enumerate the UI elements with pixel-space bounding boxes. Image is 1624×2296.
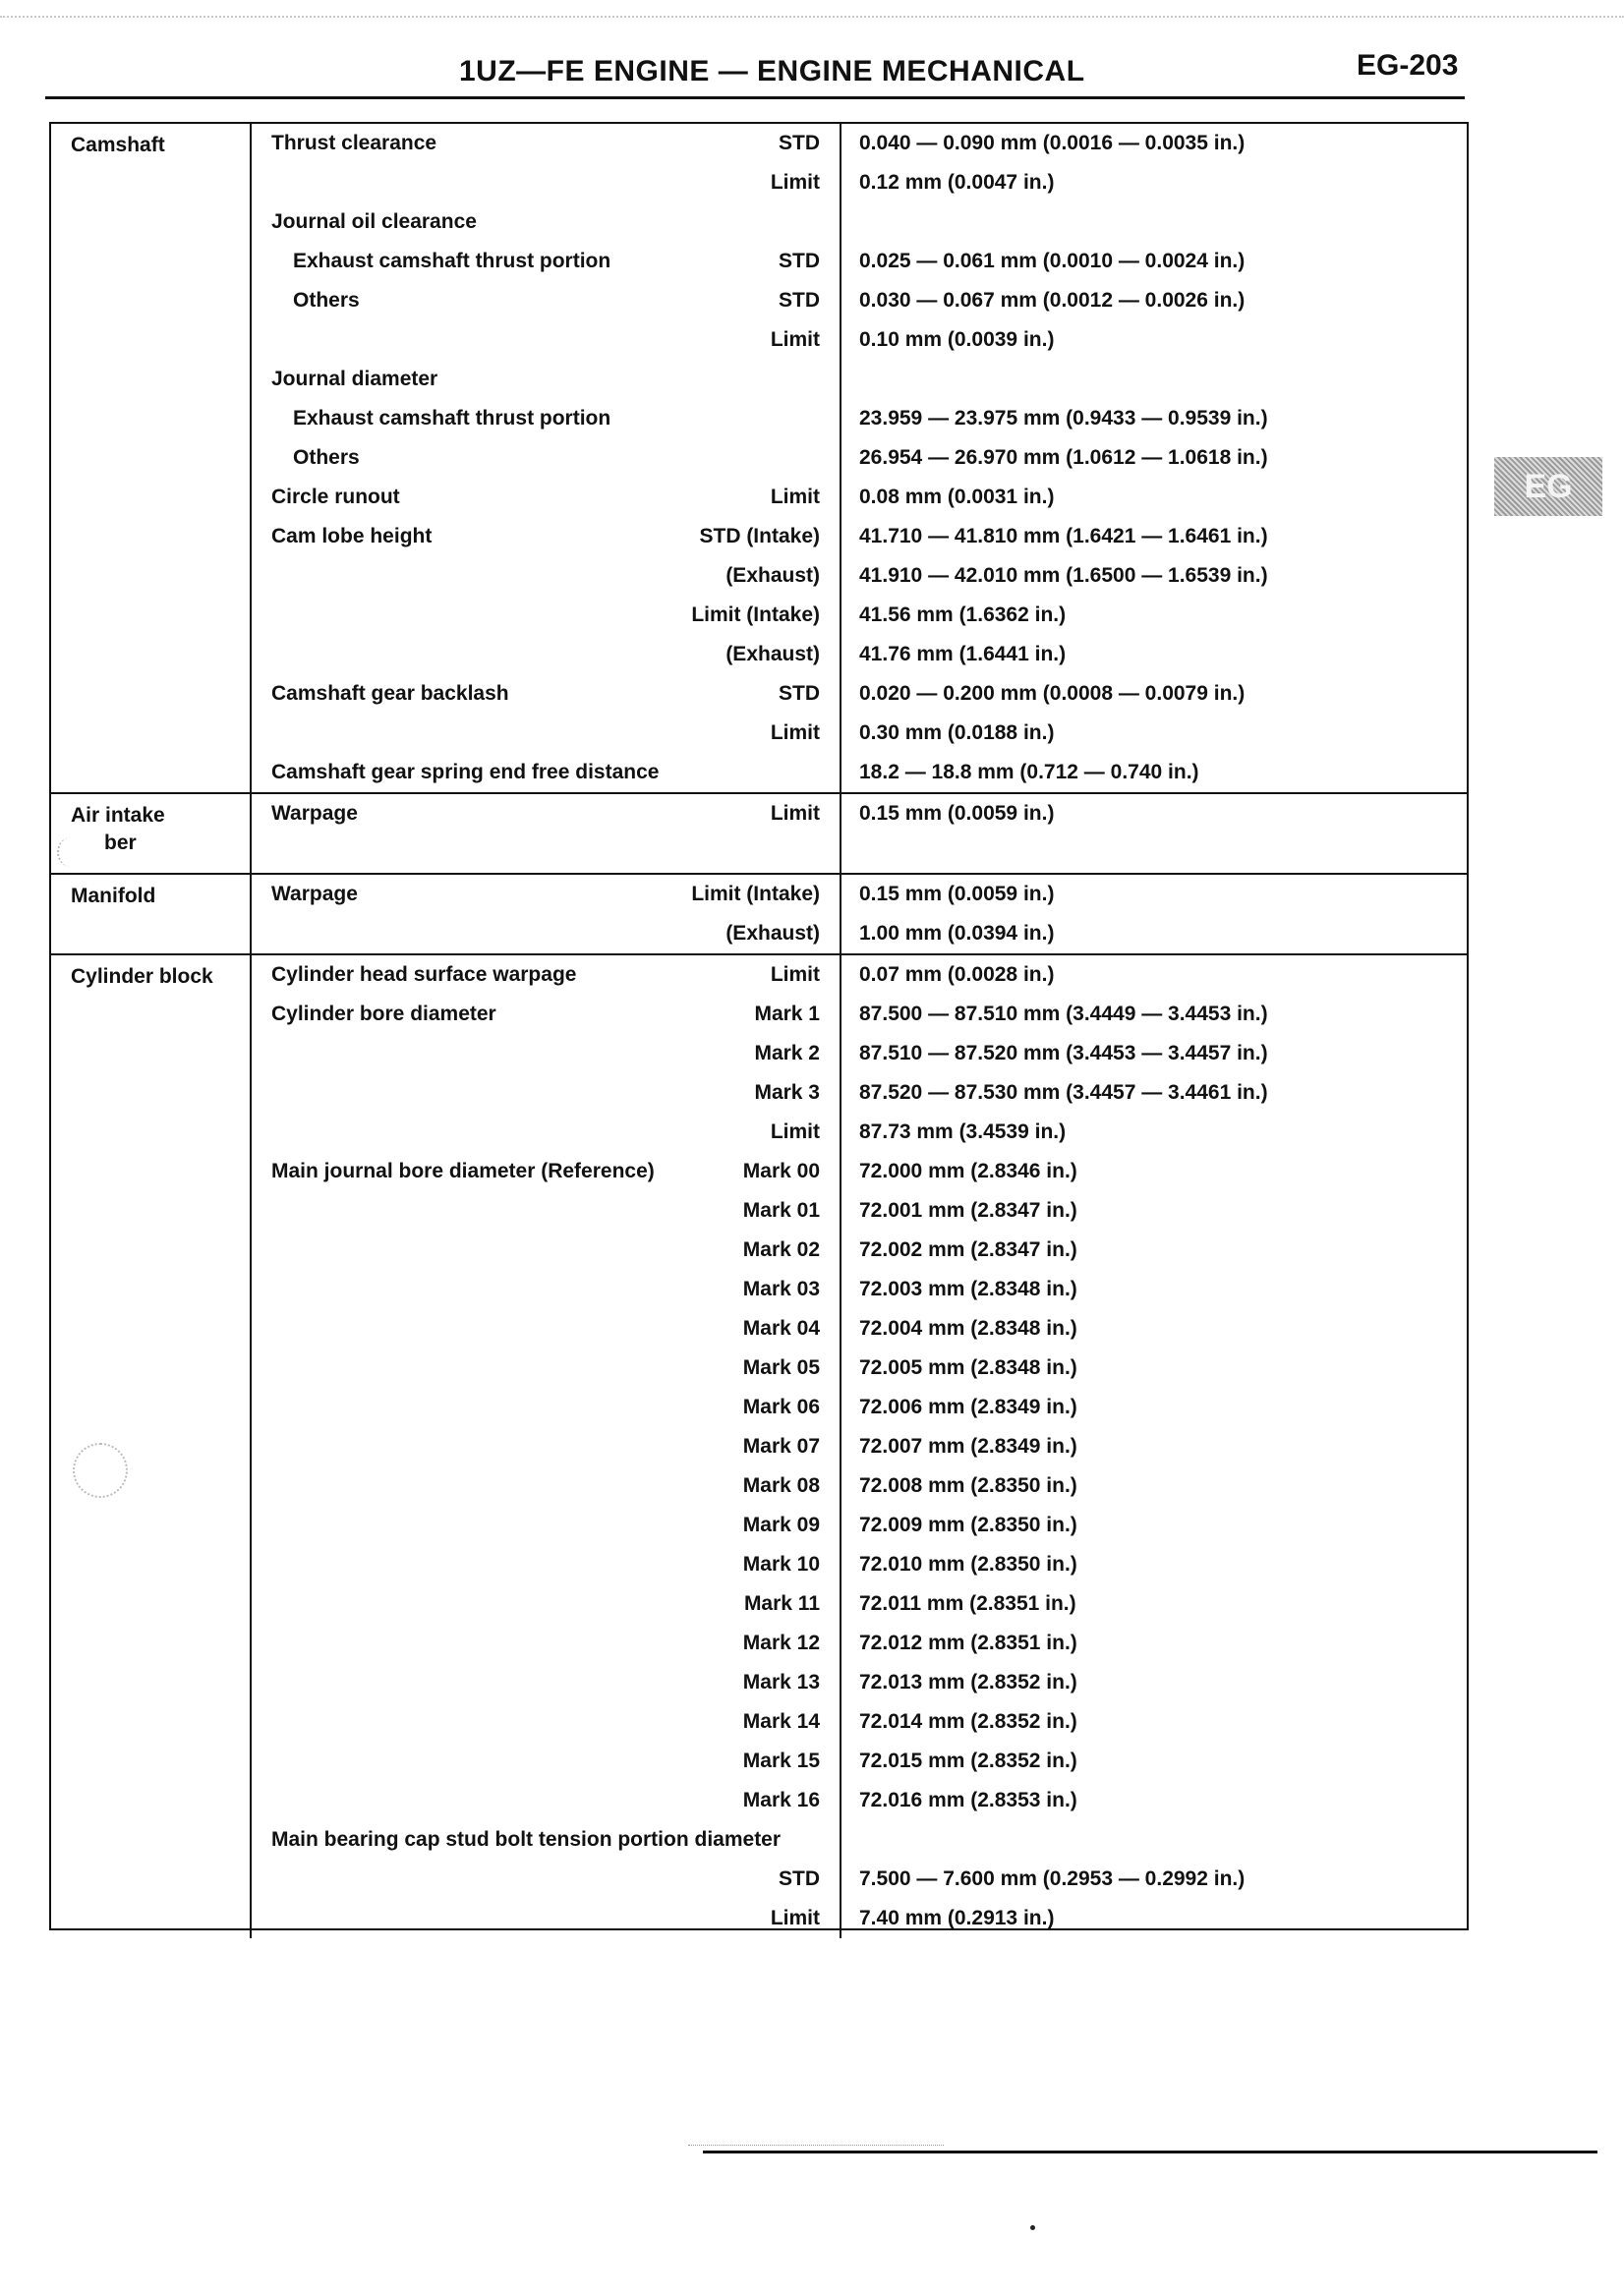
spec-row xyxy=(51,1663,1467,1702)
spec-value: 72.015 mm (2.8352 in.) xyxy=(859,1750,1077,1772)
spec-item: Warpage xyxy=(271,802,358,825)
section-tab xyxy=(1494,457,1602,516)
spec-item: Camshaft gear spring end free distance xyxy=(271,761,660,783)
spec-condition: STD (Intake) xyxy=(699,525,820,547)
spec-item: Main bearing cap stud bolt tension portion diameter xyxy=(271,1828,782,1851)
spec-item: Exhaust camshaft thrust portion xyxy=(293,407,611,430)
spec-condition: Mark 11 xyxy=(743,1592,820,1615)
spec-row xyxy=(51,1113,1467,1152)
section-title: Manifold xyxy=(71,885,156,907)
spec-value: 41.56 mm (1.6362 in.) xyxy=(859,603,1067,626)
scan-artifact xyxy=(57,837,85,867)
spec-row xyxy=(51,1899,1467,1938)
spec-condition: Mark 06 xyxy=(742,1396,820,1418)
spec-row xyxy=(51,438,1467,478)
spec-value: 72.009 mm (2.8350 in.) xyxy=(859,1514,1077,1536)
spec-value: 23.959 — 23.975 mm (0.9433 — 0.9539 in.) xyxy=(859,407,1268,430)
section-title: Camshaft xyxy=(71,134,165,156)
spec-value: 1.00 mm (0.0394 in.) xyxy=(859,922,1055,945)
spec-item: Exhaust camshaft thrust portion xyxy=(293,250,611,272)
spec-value: 0.030 — 0.067 mm (0.0012 — 0.0026 in.) xyxy=(859,289,1246,312)
spec-value: 87.520 — 87.530 mm (3.4457 — 3.4461 in.) xyxy=(859,1081,1268,1104)
page-title: 1UZ—FE ENGINE — ENGINE MECHANICAL xyxy=(459,55,1085,87)
spec-row xyxy=(51,1349,1467,1388)
spec-row xyxy=(51,1545,1467,1584)
spec-value: 0.15 mm (0.0059 in.) xyxy=(859,802,1055,825)
spec-row xyxy=(51,1231,1467,1270)
spec-condition: Mark 07 xyxy=(742,1435,820,1458)
spec-row xyxy=(51,955,1467,995)
spec-row xyxy=(51,1702,1467,1742)
spec-condition: Mark 08 xyxy=(742,1474,820,1497)
spec-value: 72.011 mm (2.8351 in.) xyxy=(859,1592,1076,1615)
spec-value: 87.73 mm (3.4539 in.) xyxy=(859,1120,1067,1143)
spec-item: Others xyxy=(293,446,360,469)
spec-condition: STD xyxy=(779,289,820,312)
spec-row xyxy=(51,995,1467,1034)
spec-row xyxy=(51,875,1467,914)
spec-condition: (Exhaust) xyxy=(725,643,820,665)
spec-row xyxy=(51,1388,1467,1427)
spec-condition: Mark 09 xyxy=(742,1514,820,1536)
spec-condition: Mark 02 xyxy=(742,1238,820,1261)
spec-value: 72.007 mm (2.8349 in.) xyxy=(859,1435,1077,1458)
spec-row xyxy=(51,1270,1467,1309)
spec-value: 72.001 mm (2.8347 in.) xyxy=(859,1199,1077,1222)
section-title: Cylinder block xyxy=(71,965,213,988)
spec-value: 72.010 mm (2.8350 in.) xyxy=(859,1553,1077,1576)
spec-value: 0.025 — 0.061 mm (0.0010 — 0.0024 in.) xyxy=(859,250,1246,272)
spec-value: 0.30 mm (0.0188 in.) xyxy=(859,721,1055,744)
spec-condition: STD xyxy=(779,250,820,272)
footer-rule xyxy=(703,2151,1597,2153)
spec-value: 41.76 mm (1.6441 in.) xyxy=(859,643,1067,665)
spec-row xyxy=(51,794,1467,833)
spec-condition: Mark 3 xyxy=(754,1081,820,1104)
spec-condition: STD xyxy=(779,132,820,154)
spec-condition: Mark 01 xyxy=(742,1199,820,1222)
spec-value: 72.000 mm (2.8346 in.) xyxy=(859,1160,1077,1182)
spec-condition: Limit xyxy=(770,721,820,744)
spec-item: Cylinder bore diameter xyxy=(271,1003,496,1025)
spec-condition: Limit xyxy=(770,486,820,508)
spec-item: Journal diameter xyxy=(271,368,438,390)
spec-row xyxy=(51,914,1467,953)
spec-condition: Mark 04 xyxy=(742,1317,820,1340)
spec-condition: Limit (Intake) xyxy=(691,603,820,626)
spec-condition: STD xyxy=(779,682,820,705)
spec-row xyxy=(51,1742,1467,1781)
spec-row xyxy=(51,1860,1467,1899)
spec-value: 72.013 mm (2.8352 in.) xyxy=(859,1671,1077,1693)
spec-item: Circle runout xyxy=(271,486,400,508)
spec-condition: Limit xyxy=(770,171,820,194)
spec-value: 7.40 mm (0.2913 in.) xyxy=(859,1907,1055,1929)
spec-condition: Mark 12 xyxy=(742,1632,820,1654)
spec-item: Journal oil clearance xyxy=(271,210,477,233)
spec-row xyxy=(51,1506,1467,1545)
spec-condition: Mark 1 xyxy=(754,1003,820,1025)
section-tab-label: EG xyxy=(1524,467,1573,505)
spec-row xyxy=(51,833,1467,873)
spec-item: Cylinder head surface warpage xyxy=(271,963,577,986)
section-title-continued: ber xyxy=(104,832,137,854)
spec-value: 7.500 — 7.600 mm (0.2953 — 0.2992 in.) xyxy=(859,1867,1246,1890)
spec-value: 0.07 mm (0.0028 in.) xyxy=(859,963,1055,986)
spec-condition: (Exhaust) xyxy=(725,922,820,945)
spec-row xyxy=(51,1152,1467,1191)
spec-condition: Limit xyxy=(770,963,820,986)
spec-row xyxy=(51,242,1467,281)
spec-item: Main journal bore diameter (Reference) xyxy=(271,1160,655,1182)
spec-condition: (Exhaust) xyxy=(725,564,820,587)
spec-value: 26.954 — 26.970 mm (1.0612 — 1.0618 in.) xyxy=(859,446,1268,469)
spec-condition: STD xyxy=(779,1867,820,1890)
spec-row xyxy=(51,1820,1467,1860)
spec-row xyxy=(51,1191,1467,1231)
spec-value: 18.2 — 18.8 mm (0.712 — 0.740 in.) xyxy=(859,761,1199,783)
scan-artifact xyxy=(1030,2225,1035,2230)
spec-value: 72.002 mm (2.8347 in.) xyxy=(859,1238,1077,1261)
spec-item: Camshaft gear backlash xyxy=(271,682,509,705)
spec-row xyxy=(51,360,1467,399)
spec-value: 72.005 mm (2.8348 in.) xyxy=(859,1356,1077,1379)
spec-row xyxy=(51,596,1467,635)
spec-row xyxy=(51,714,1467,753)
scan-artifact xyxy=(73,1443,128,1498)
spec-row xyxy=(51,320,1467,360)
spec-section xyxy=(51,955,1467,1938)
spec-value: 72.016 mm (2.8353 in.) xyxy=(859,1789,1077,1811)
spec-section xyxy=(51,124,1467,794)
spec-row xyxy=(51,399,1467,438)
spec-condition: Mark 15 xyxy=(742,1750,820,1772)
spec-row xyxy=(51,163,1467,202)
spec-value: 0.12 mm (0.0047 in.) xyxy=(859,171,1055,194)
spec-condition: Mark 03 xyxy=(742,1278,820,1300)
spec-condition: Mark 05 xyxy=(742,1356,820,1379)
spec-value: 0.08 mm (0.0031 in.) xyxy=(859,486,1055,508)
spec-item: Others xyxy=(293,289,360,312)
spec-row xyxy=(51,753,1467,792)
spec-section xyxy=(51,875,1467,955)
spec-condition: Mark 2 xyxy=(754,1042,820,1064)
spec-condition: Mark 00 xyxy=(742,1160,820,1182)
spec-value: 0.10 mm (0.0039 in.) xyxy=(859,328,1055,351)
spec-value: 87.500 — 87.510 mm (3.4449 — 3.4453 in.) xyxy=(859,1003,1268,1025)
spec-row xyxy=(51,1584,1467,1624)
spec-condition: Limit xyxy=(770,1120,820,1143)
spec-value: 87.510 — 87.520 mm (3.4453 — 3.4457 in.) xyxy=(859,1042,1268,1064)
spec-condition: Limit (Intake) xyxy=(691,883,820,905)
spec-value: 72.003 mm (2.8348 in.) xyxy=(859,1278,1077,1300)
spec-row xyxy=(51,1466,1467,1506)
spec-table xyxy=(49,122,1469,1930)
spec-row xyxy=(51,556,1467,596)
spec-row xyxy=(51,202,1467,242)
spec-value: 0.040 — 0.090 mm (0.0016 — 0.0035 in.) xyxy=(859,132,1246,154)
spec-value: 41.710 — 41.810 mm (1.6421 — 1.6461 in.) xyxy=(859,525,1268,547)
spec-value: 72.008 mm (2.8350 in.) xyxy=(859,1474,1077,1497)
spec-condition: Limit xyxy=(770,328,820,351)
spec-condition: Mark 16 xyxy=(742,1789,820,1811)
spec-section xyxy=(51,794,1467,875)
spec-value: 0.020 — 0.200 mm (0.0008 — 0.0079 in.) xyxy=(859,682,1246,705)
spec-row xyxy=(51,478,1467,517)
spec-condition: Limit xyxy=(770,802,820,825)
spec-row xyxy=(51,1624,1467,1663)
spec-row xyxy=(51,674,1467,714)
spec-row xyxy=(51,517,1467,556)
spec-row xyxy=(51,1309,1467,1349)
scan-dotted-edge xyxy=(0,16,1624,18)
spec-condition: Limit xyxy=(770,1907,820,1929)
spec-value: 41.910 — 42.010 mm (1.6500 — 1.6539 in.) xyxy=(859,564,1268,587)
spec-row xyxy=(51,124,1467,163)
spec-value: 72.012 mm (2.8351 in.) xyxy=(859,1632,1077,1654)
spec-row xyxy=(51,1427,1467,1466)
spec-condition: Mark 13 xyxy=(742,1671,820,1693)
section-title: Air intake xyxy=(71,804,165,827)
header-rule xyxy=(45,96,1465,99)
spec-value: 72.004 mm (2.8348 in.) xyxy=(859,1317,1077,1340)
spec-item: Thrust clearance xyxy=(271,132,437,154)
spec-row xyxy=(51,1781,1467,1820)
spec-condition: Mark 14 xyxy=(742,1710,820,1733)
spec-value: 72.014 mm (2.8352 in.) xyxy=(859,1710,1077,1733)
spec-row xyxy=(51,281,1467,320)
spec-row xyxy=(51,1073,1467,1113)
page-number: EG-203 xyxy=(1357,49,1459,82)
spec-item: Cam lobe height xyxy=(271,525,433,547)
spec-row xyxy=(51,1034,1467,1073)
scan-artifact xyxy=(688,2145,944,2146)
spec-condition: Mark 10 xyxy=(742,1553,820,1576)
spec-value: 72.006 mm (2.8349 in.) xyxy=(859,1396,1077,1418)
spec-value: 0.15 mm (0.0059 in.) xyxy=(859,883,1055,905)
spec-row xyxy=(51,635,1467,674)
spec-item: Warpage xyxy=(271,883,358,905)
